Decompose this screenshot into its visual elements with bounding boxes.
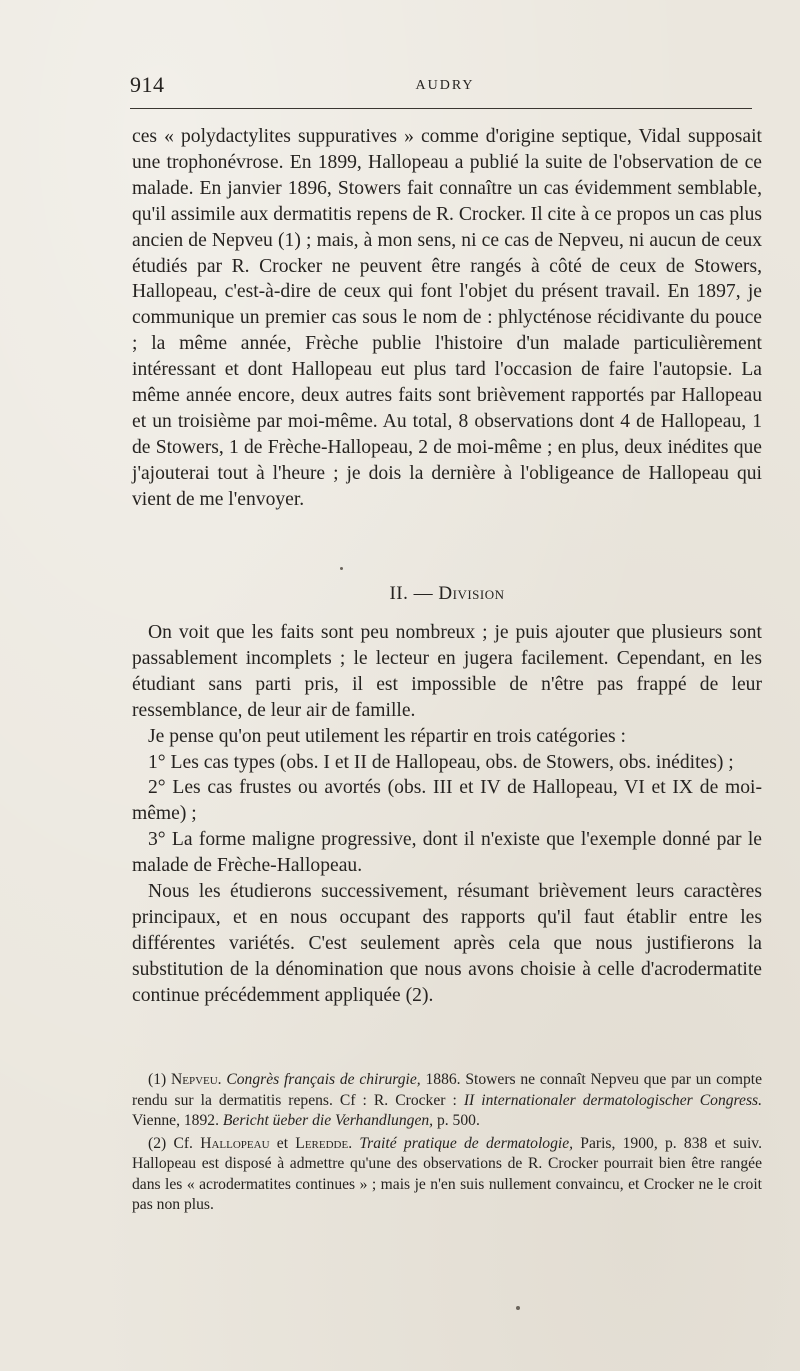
footnote-title: Bericht üeber die Verhandlungen, [222,1112,434,1129]
paragraph-continuation: ces « polydactylites suppuratives » comme d'origine septique, Vidal supposait une trophonévrose. En 1899, Hallopeau a publié la suite de l'observation de ce malade. En janvier 1896, Stowers fait connaître un cas évidemment semblable, qu'il assimile aux dermatitis repens de R. Crocker. Il cite à ce propos un cas plus ancien de Nepveu (1) ; mais, à mon sens, ni ce cas de Nepveu, ni aucun de ceux étudiés par R. Crocker ne peuvent être rangés à côté de ceux de Stowers, Hallopeau, c'est-à-dire de ceux qui font l'objet du présent travail. En 1897, je communique un premier cas sous le nom de : phlycténose récidivante du pouce ; la même année, Frèche publie l'histoire d'un malade particulièrement intéressant et dont Hallopeau eut plus tard l'occasion de faire l'autopsie. La même année encore, deux autres faits sont brièvement rapportés par Hallopeau et un troisième par moi-même. Au total, 8 observations dont 4 de Hallopeau, 1 de Stowers, 1 de Frèche-Hallopeau, 2 de moi-même ; en plus, deux inédites que j'ajouterai tout à l'heure ; je dois la dernière à l'obligeance de Hallopeau qui vient de me l'envoyer. [132,126,762,510]
footnote-title: II internationaler dermatologischer Congress. [463,1091,762,1109]
footnote-text: 1886. Stowers ne connaît Nepveu que par un compte rendu sur la dermatitis repens. Cf : R. Crocker : [132,1071,763,1109]
footnote-text: et [269,1134,296,1152]
list-item-category-2: 2° Les cas frustes ou avortés (obs. III et IV de Hallopeau, VI et IX de moi-même) ; [132,777,762,825]
footnote-author: Nepveu. [170,1071,222,1088]
footnote-title: Traité pratique de dermatologie, [359,1134,574,1152]
footnote-mark: (2) Cf. [148,1134,193,1152]
section-number: II. — [389,583,434,604]
footnote-2 [132,1134,762,1216]
body-text-top [132,124,762,513]
body-text-section [132,620,762,1009]
header-rule [130,108,752,109]
page-number: 914 [130,72,165,97]
footnotes [132,1070,762,1218]
section-heading [132,583,762,605]
paper-speck [516,1306,520,1310]
footnote-author: Leredde. [295,1134,353,1152]
paragraph: On voit que les faits sont peu nombreux ; je puis ajouter que plusieurs sont passablement incomplets ; le lecteur en jugera facilement. Cependant, en les étudiant sans parti pris, il est impossible de n'être pas frappé de leur ressemblance, de leur air de famille. [132,622,762,721]
footnote-mark: (1) [148,1071,167,1088]
list-item-category-3: 3° La forme maligne progressive, dont il n'existe que l'exemple donné par le malade de Frèche-Hallopeau. [132,829,762,877]
paragraph: Nous les étudierons successivement, résumant brièvement leurs caractères principaux, et en nous occupant des rapports qu'il faut établir entre les différentes variétés. C'est seulement après cela que nous justifierons la substitution de la dénomination que nous avons choisie à celle d'acrodermatite continue précédemment appliquée (2). [132,881,762,1006]
paper-speck [340,567,343,570]
running-title: AUDRY [415,78,475,93]
paragraph: Je pense qu'on peut utilement les répartir en trois catégories : [148,725,626,747]
footnote-text: p. 500. [433,1112,480,1129]
page-header [130,72,760,106]
list-item-category-1: 1° Les cas types (obs. I et II de Hallopeau, obs. de Stowers, obs. inédites) ; [148,751,734,773]
footnote-title: Congrès français de chirurgie, [226,1071,421,1088]
footnote-text: Paris, 1900, p. 838 et suiv. Hallopeau est disposé à admettre qu'une des observations de R. Crocker pourrait bien être rangée dans les « acrodermatites continues » ; mais je n'en suis nullement convaincu, et Crocker ne le croit pas non plus. [132,1134,762,1213]
footnote-1 [132,1070,762,1132]
section-title: Division [438,583,505,604]
footnote-author: Hallopeau [200,1134,270,1152]
footnote-text: Vienne, 1892. [132,1112,223,1129]
